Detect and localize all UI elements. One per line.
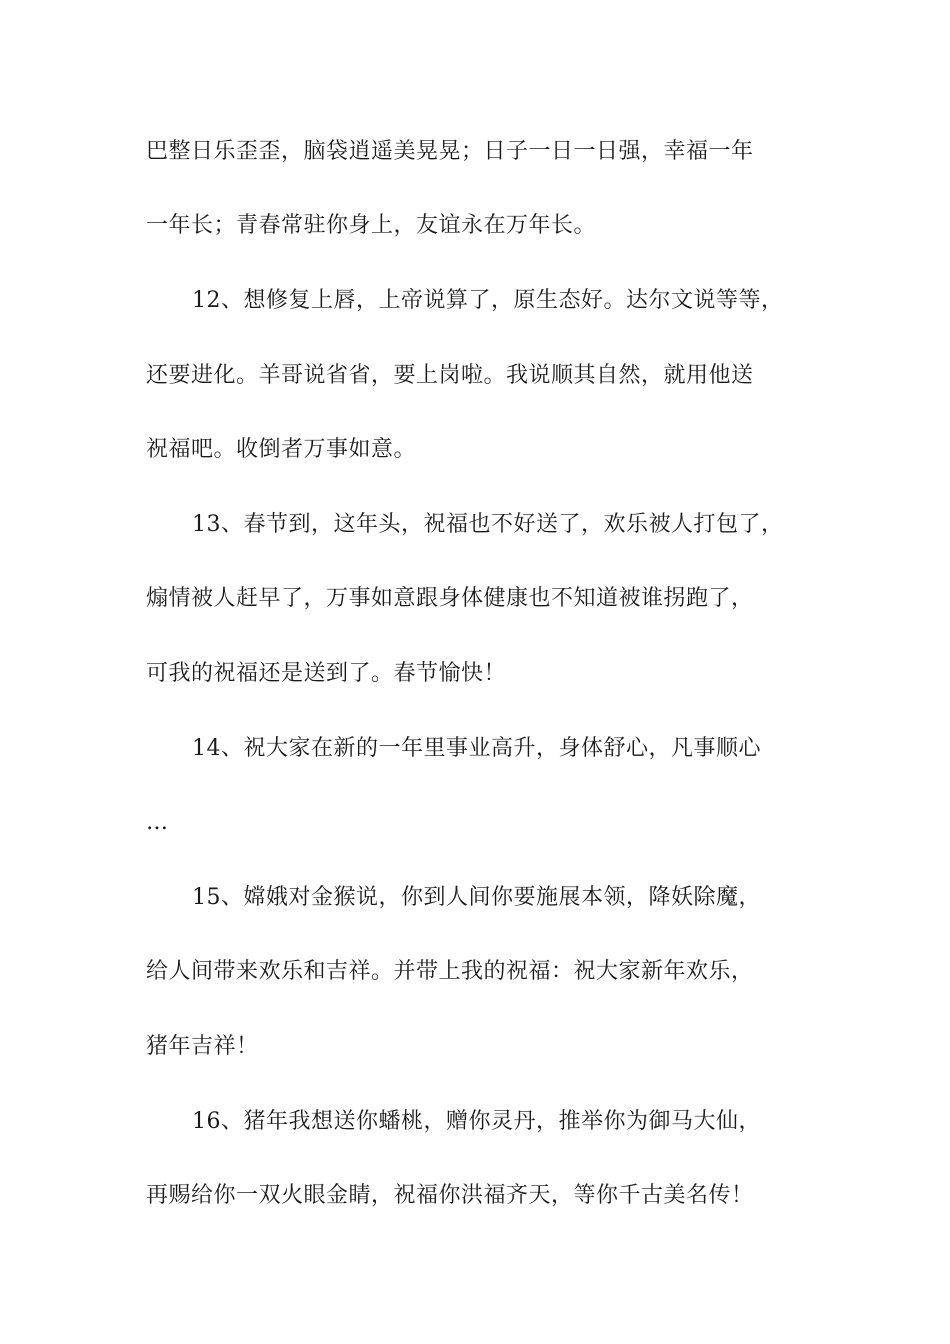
paragraph-12-start: 12、想修复上唇，上帝说算了，原生态好。达尔文说等等， <box>192 288 784 313</box>
text-line: 煽情被人赶早了，万事如意跟身体健康也不知道被谁拐跑了， <box>146 586 754 611</box>
paragraph-15-start: 15、嫦娥对金猴说，你到人间你要施展本领，降妖除魔， <box>192 885 761 910</box>
text-line: 巴整日乐歪歪，脑袋逍遥美晃晃；日子一日一日强，幸福一年 <box>146 139 754 164</box>
text-line: 猪年吉祥！ <box>146 1034 259 1059</box>
text-line: 还要进化。羊哥说省省，要上岗啦。我说顺其自然，就用他送 <box>146 363 754 388</box>
text-line: 祝福吧。收倒者万事如意。 <box>146 437 417 462</box>
text-line: 一年长；青春常驻你身上，友谊永在万年长。 <box>146 213 597 238</box>
text-line: 再赐给你一双火眼金睛，祝福你洪福齐天，等你千古美名传！ <box>146 1183 754 1208</box>
text-line: … <box>146 810 169 835</box>
paragraph-14-start: 14、祝大家在新的一年里事业高升，身体舒心，凡事顺心 <box>192 736 761 761</box>
paragraph-13-start: 13、春节到，这年头，祝福也不好送了，欢乐被人打包了， <box>192 512 784 537</box>
paragraph-16-start: 16、猪年我想送你蟠桃，赠你灵丹，推举你为御马大仙， <box>192 1109 761 1134</box>
text-line: 给人间带来欢乐和吉祥。并带上我的祝福：祝大家新年欢乐， <box>146 959 754 984</box>
text-line: 可我的祝福还是送到了。春节愉快！ <box>146 661 507 686</box>
